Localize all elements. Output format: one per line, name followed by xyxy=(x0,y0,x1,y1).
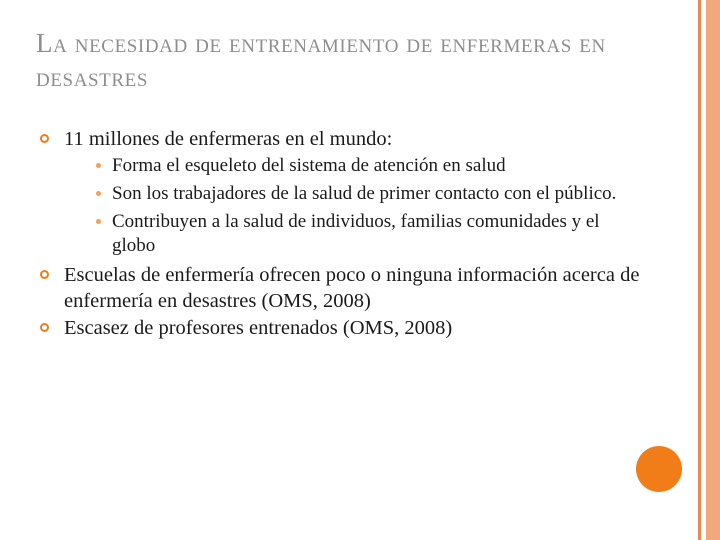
dot-bullet-icon xyxy=(96,219,101,224)
circle-bullet-icon xyxy=(40,134,49,143)
list-item-label: Forma el esqueleto del sistema de atención en salud xyxy=(112,155,506,176)
orange-circle-decoration xyxy=(636,446,682,492)
bullet-list xyxy=(36,126,646,341)
list-item xyxy=(36,126,646,258)
sub-bullet-list xyxy=(64,154,646,258)
circle-bullet-icon xyxy=(40,270,49,279)
circle-bullet-icon xyxy=(40,323,49,332)
list-item xyxy=(92,182,646,206)
list-item-label: Contribuyen a la salud de individuos, familias comunidades y el globo xyxy=(112,211,600,256)
list-item xyxy=(36,262,646,314)
list-item xyxy=(92,154,646,178)
dot-bullet-icon xyxy=(96,163,101,168)
list-item-label: 11 millones de enfermeras en el mundo: xyxy=(64,128,393,150)
slide-body xyxy=(36,126,646,342)
dot-bullet-icon xyxy=(96,191,101,196)
list-item-label: Escasez de profesores entrenados (OMS, 2008) xyxy=(64,317,453,339)
list-item-label: Escuelas de enfermería ofrecen poco o ninguna información acerca de enfermería en desastres (OMS, 2008) xyxy=(64,264,640,312)
list-item-label: Son los trabajadores de la salud de primer contacto con el público. xyxy=(112,183,617,204)
list-item xyxy=(92,210,646,258)
right-accent-bar xyxy=(706,0,720,540)
page-title: La necesidad de entrenamiento de enfermeras en desastres xyxy=(36,28,606,92)
list-item xyxy=(36,315,646,341)
